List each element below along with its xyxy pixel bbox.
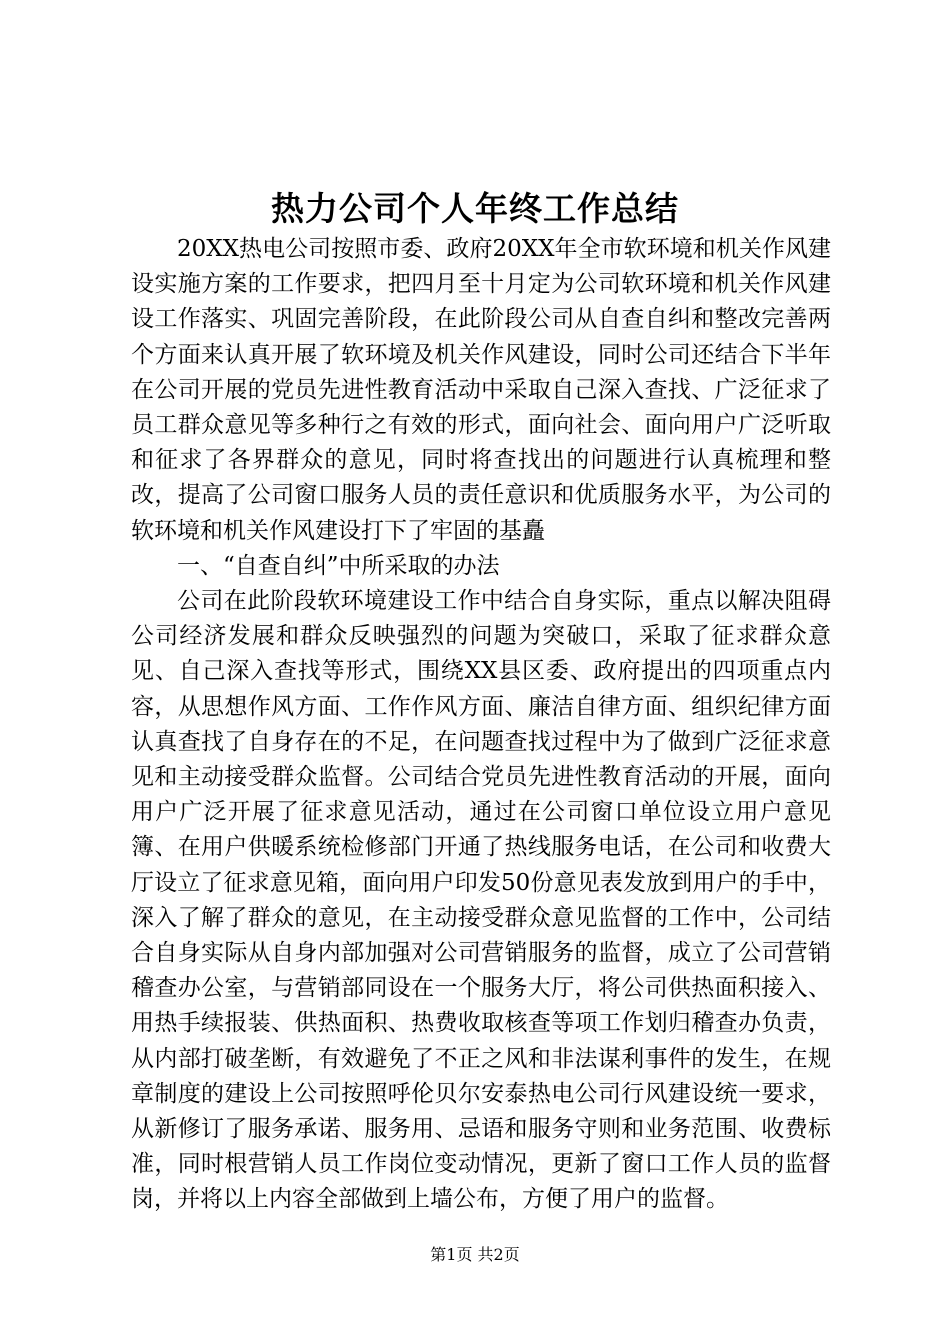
page-footer: 第1页 共2页 bbox=[430, 1245, 520, 1264]
section-heading: 一、“自查自纠”中所采取的办法 bbox=[177, 552, 500, 579]
paragraph-intro: 20XX热电公司按照市委、政府20XX年全市软环境和机关作风建设实施方案的工作要求，把四月至十月定为公司软环境和机关作风建设工作落实、巩固完善阶段，在此阶段公司从自查自纠和整改完善两个方面来认真开展了软环境及机关作风建设，同时公司还结合下半年在公司开展的党员先进性教育活动中采取自己深入查找、广泛征求了员工群众意见等多种行之有效的形式，面向社会、面向用户广泛听取和征求了各界群众的意见，同时将查找出的问题进行认真梳理和整改，提高了公司窗口服务人员的责任意识和优质服务水平，为公司的软环境和机关作风建设打下了牢固的基矗 bbox=[131, 236, 831, 544]
document-body bbox=[131, 232, 831, 1218]
document-title: 热力公司个人年终工作总结 bbox=[271, 189, 679, 228]
paragraph-section-one: 公司在此阶段软环境建设工作中结合自身实际，重点以解决阻碍公司经济发展和群众反映强烈的问题为突破口，采取了征求群众意见、自己深入查找等形式，围绕XX县区委、政府提出的四项重点内容，从思想作风方面、工作作风方面、廉洁自律方面、组织纪律方面认真查找了自身存在的不足，在问题查找过程中为了做到广泛征求意见和主动接受群众监督。公司结合党员先进性教育活动的开展，面向用户广泛开展了征求意见活动，通过在公司窗口单位设立用户意见簿、在用户供暖系统检修部门开通了热线服务电话，在公司和收费大厅设立了征求意见箱，面向用户印发50份意见表发放到用户的手中，深入了解了群众的意见，在主动接受群众意见监督的工作中，公司结合自身实际从自身内部加强对公司营销服务的监督，成立了公司营销稽查办公室，与营销部同设在一个服务大厅，将公司供热面积接入、用热手续报装、供热面积、热费收取核查等项工作划归稽查办负责，从内部打破垄断，有效避免了不正之风和非法谋利事件的发生，在规章制度的建设上公司按照呼伦贝尔安泰热电公司行风建设统一要求，从新修订了服务承诺、服务用、忌语和服务守则和业务范围、收费标准，同时根营销人员工作岗位变动情况，更新了窗口工作人员的监督岗，并将以上内容全部做到上墙公布，方便了用户的监督。 bbox=[131, 588, 831, 1213]
